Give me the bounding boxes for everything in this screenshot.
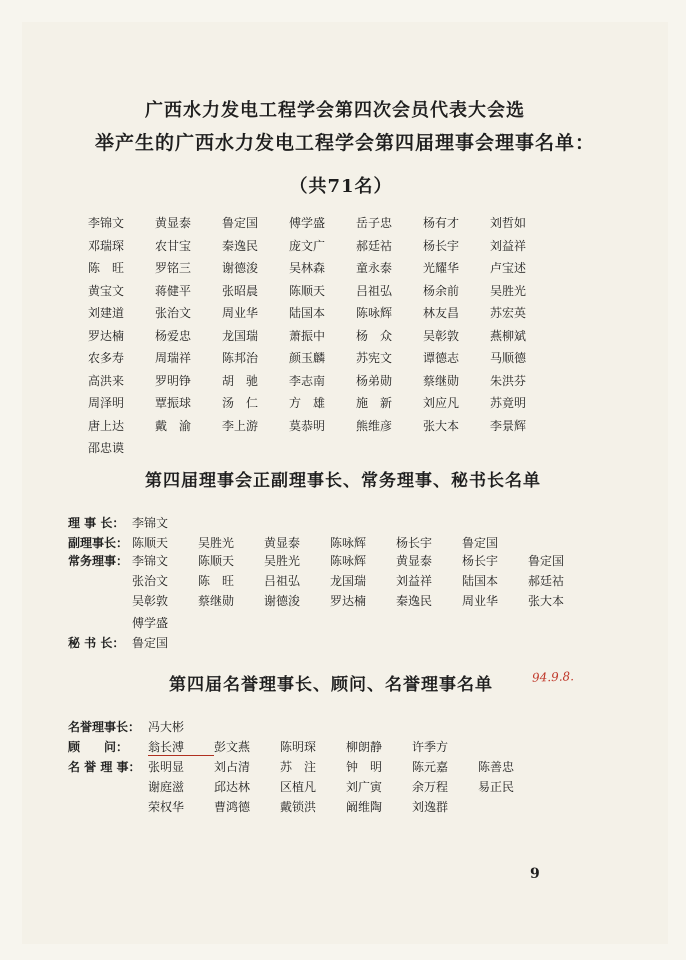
council-member-8: 农甘宝 [155,238,192,253]
standing-label: 常务理事： [68,554,129,568]
council-member-24: 陈顺天 [289,283,326,298]
honorary-member-4: 余万程 [412,780,449,794]
vice-chairman-4: 杨长宇 [396,536,433,550]
honorary-member-2: 戴锁洪 [280,800,317,814]
standing-member-2: 谢德浚 [264,594,301,608]
council-member-57: 覃振球 [155,396,192,410]
council-member-52: 李志南 [289,373,326,388]
council-member-37: 龙国瑞 [222,328,259,343]
council-member-35: 罗达楠 [88,328,125,343]
honorary-chairman-label: 名誉理事长： [68,720,141,734]
secretary-label: 秘 书 长： [68,636,125,650]
vice-chairman-0: 陈顺天 [132,536,169,550]
standing-member-0: 吴彰敦 [132,594,169,608]
council-member-59: 方 雄 [289,396,326,410]
standing-member-3: 龙国瑞 [330,574,367,588]
council-member-12: 杨长宇 [423,238,460,253]
council-member-53: 杨弟勋 [356,373,393,388]
honorary-member-3: 阚维陶 [346,800,383,814]
honorary-member-1: 邱达林 [214,780,251,794]
council-member-27: 吴胜光 [490,283,527,298]
council-member-54: 蔡继勋 [423,373,460,388]
standing-row-1 [68,552,594,569]
council-member-47: 谭德志 [423,351,460,365]
council-member-49: 高洪来 [88,373,125,388]
page-number: 9 [530,866,540,882]
council-member-30: 周业华 [222,306,259,320]
standing-member-4: 秦逸民 [396,594,433,608]
council-member-46: 苏宪文 [356,351,393,365]
honorary-member-row [68,758,544,775]
advisor-row [68,738,478,756]
council-member-50: 罗明铮 [155,373,192,388]
honorary-member-4: 陈元嘉 [412,760,449,774]
handwritten-date: 94.9.8. [531,669,575,685]
council-member-63: 唐上达 [88,418,125,433]
honorary-member-0: 荣权华 [148,800,185,814]
council-member-41: 燕柳斌 [490,328,527,343]
standing-member-0: 傅学盛 [132,616,169,630]
council-member-25: 吕祖弘 [356,283,393,298]
standing-member-1: 蔡继勋 [198,594,235,608]
council-member-62: 苏竟明 [490,396,527,410]
chairman-label: 理 事 长： [68,516,125,530]
advisor-0: 翁长溥 [148,738,214,756]
vice-chairman-3: 陈咏辉 [330,536,367,550]
honorary-chairman-name: 冯大彬 [148,720,185,734]
council-member-4: 岳子忠 [356,216,393,230]
standing-member-3: 罗达楠 [330,594,367,608]
honorary-member-5: 陈善忠 [478,760,515,774]
council-member-44: 陈邦治 [222,351,259,365]
standing-member-1: 陈 旺 [198,574,235,588]
honorary-names-2 [148,778,544,795]
council-member-10: 庞文广 [289,238,326,253]
advisor-names [148,738,478,756]
honorary-member-1: 刘占清 [214,760,251,774]
council-member-70: 邵忠谟 [88,441,125,455]
honorary-chairman-row [68,718,184,735]
council-member-5: 杨有才 [423,216,460,230]
council-member-68: 张大本 [423,418,460,433]
vice-chairman-1: 吴胜光 [198,536,235,550]
honorary-member-0: 谢庭滋 [148,780,185,794]
council-member-22: 蒋健平 [155,283,192,298]
council-member-36: 杨爱忠 [155,328,192,343]
secretary-row [68,634,168,651]
standing-member-2: 吴胜光 [264,554,301,568]
council-member-15: 罗铭三 [155,261,192,275]
honorary-names-1 [148,758,544,775]
standing-names-2 [132,572,594,589]
council-member-19: 光耀华 [423,261,460,275]
vice-chairman-5: 鲁定国 [462,536,499,550]
chairman-name: 李锦文 [132,516,169,530]
advisor-4: 许季方 [412,740,449,754]
section2-title: 第四届理事会正副理事长、常务理事、秘书长名单 [145,471,541,491]
advisor-label: 顾 问： [68,740,129,754]
honorary-member-1: 曹鸿德 [214,800,251,814]
council-member-69: 李景辉 [490,418,527,433]
vice-chairman-2: 黄显泰 [264,536,301,550]
council-member-60: 施 新 [356,396,393,410]
honorary-member-4: 刘逸群 [412,800,449,814]
council-member-13: 刘益祥 [490,238,527,253]
council-member-14: 陈 旺 [88,261,125,275]
council-member-2: 鲁定国 [222,216,259,230]
standing-member-2: 吕祖弘 [264,574,301,588]
council-member-42: 农多寿 [88,351,125,365]
council-member-34: 苏宏英 [490,306,527,320]
council-member-26: 杨余前 [423,283,460,298]
council-member-list [88,214,558,462]
honorary-member-0: 张明显 [148,760,185,774]
standing-member-3: 陈咏辉 [330,554,367,568]
standing-member-5: 陆国本 [462,574,499,588]
vice-chairman-label: 副理事长： [68,536,129,550]
standing-member-6: 鲁定国 [528,554,565,568]
council-member-67: 熊维彦 [356,418,393,433]
council-member-3: 傅学盛 [289,216,326,230]
council-member-9: 秦逸民 [222,238,259,253]
vice-chairman-row [68,534,528,551]
council-member-23: 张昭晨 [222,283,259,298]
council-member-39: 杨 众 [356,328,393,343]
council-member-29: 张治文 [155,306,192,320]
standing-member-4: 黄显泰 [396,554,433,568]
standing-member-6: 郝廷祜 [528,574,565,588]
council-member-51: 胡 驰 [222,373,259,388]
section3-title: 第四届名誉理事长、顾问、名誉理事名单 [169,675,493,695]
council-member-1: 黄显泰 [155,216,192,230]
honorary-member-5: 易正民 [478,780,515,794]
council-member-56: 周泽明 [88,396,125,410]
council-member-7: 邓瑞琛 [88,238,125,253]
advisor-3: 柳朗静 [346,740,383,754]
advisor-1: 彭文燕 [214,740,251,754]
title-line-1: 广西水力发电工程学会第四次会员代表大会选 [145,100,525,121]
council-member-38: 萧振中 [289,328,326,343]
standing-member-0: 张治文 [132,574,169,588]
advisor-2: 陈明琛 [280,740,317,754]
standing-names-1 [132,552,594,569]
council-member-61: 刘应凡 [423,396,460,410]
honorary-member-2: 苏 注 [280,760,317,774]
council-member-64: 戴 渝 [155,418,192,433]
council-member-31: 陆国本 [289,306,326,320]
member-count: （共71名） [289,176,393,197]
council-member-28: 刘建道 [88,306,125,320]
vice-chairman-names [132,534,528,551]
council-member-20: 卢宝述 [490,261,527,275]
council-member-0: 李锦文 [88,216,125,230]
council-member-45: 颜玉麟 [289,351,326,365]
council-member-17: 吴林森 [289,261,326,275]
council-member-58: 汤 仁 [222,396,259,410]
title-line-2: 举产生的广西水力发电工程学会第四届理事会理事名单： [94,132,595,154]
honorary-member-3: 刘广寅 [346,780,383,794]
standing-names-3 [132,592,594,609]
council-member-18: 童永泰 [356,261,393,275]
secretary-name: 鲁定国 [132,636,169,650]
honorary-member-label: 名 誉 理 事： [68,760,141,774]
council-member-65: 李上游 [222,418,259,433]
council-member-66: 莫恭明 [289,418,326,433]
honorary-names-3 [148,798,478,815]
honorary-member-3: 钟 明 [346,760,383,774]
standing-member-4: 刘益祥 [396,574,433,588]
standing-member-6: 张大本 [528,594,565,608]
council-member-43: 周瑞祥 [155,351,192,365]
chairman-row [68,514,168,531]
council-member-32: 陈咏辉 [356,306,393,320]
council-member-55: 朱洪芬 [490,373,527,388]
standing-member-1: 陈顺天 [198,554,235,568]
council-member-11: 郝廷祜 [356,238,393,253]
council-member-21: 黄宝文 [88,283,125,298]
honorary-member-2: 区植凡 [280,780,317,794]
council-member-48: 马顺德 [490,351,527,365]
standing-member-5: 周业华 [462,594,499,608]
standing-member-5: 杨长宇 [462,554,499,568]
council-member-33: 林友昌 [423,306,460,320]
council-member-6: 刘哲如 [490,216,527,230]
standing-names-4 [132,614,198,631]
council-member-16: 谢德浚 [222,261,259,275]
council-member-40: 吴彰敦 [423,328,460,343]
standing-member-0: 李锦文 [132,554,169,568]
